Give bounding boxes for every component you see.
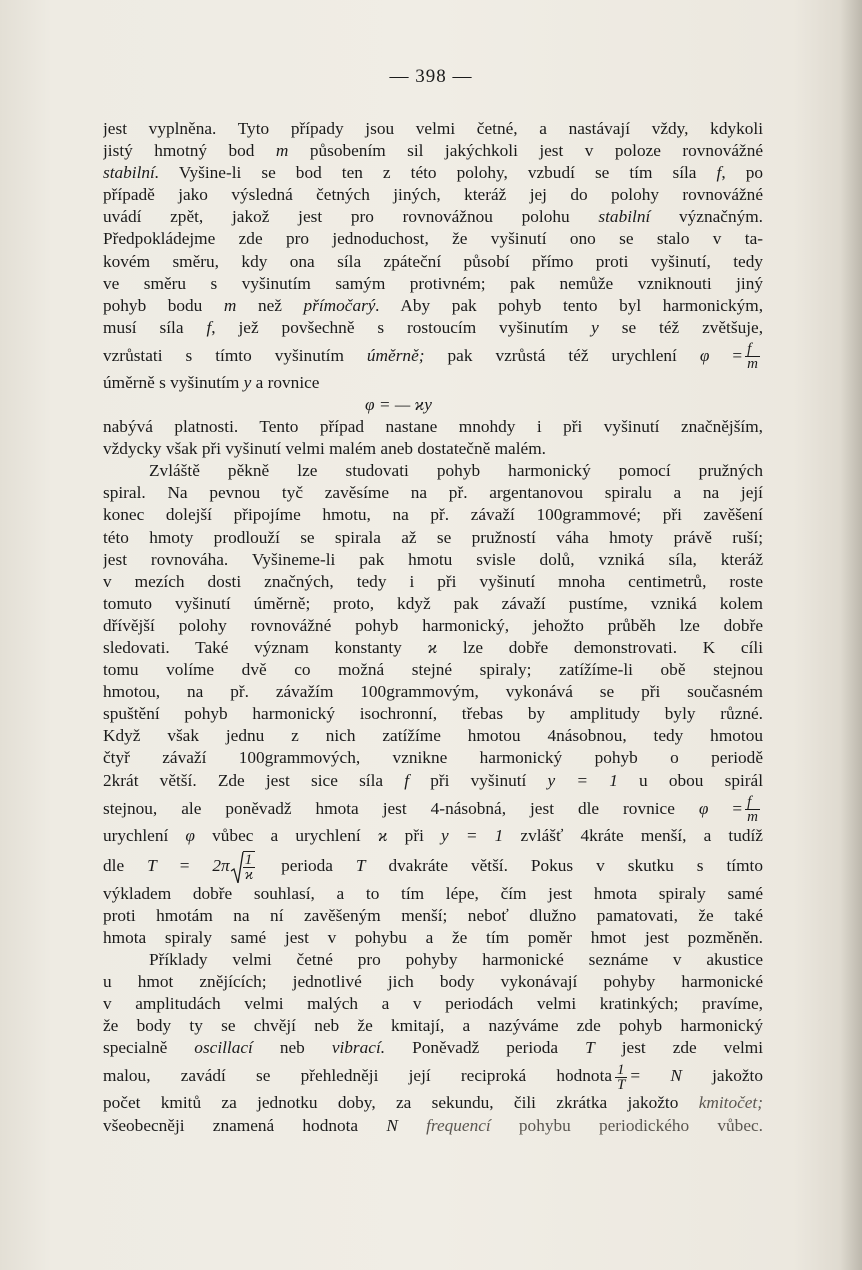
formula-phi-kappa-y: φ = — ϰy — [365, 395, 432, 415]
text-line: tomuto vyšinutí úměrně; proto, když pak závaží pustíme, vzniká kolem — [103, 593, 763, 613]
text-line: u hmot znějících; jednotlivé jich body vykonávají pohyby harmonické — [103, 972, 763, 992]
square-root-sign — [230, 848, 244, 883]
text-line: proti hmotám na ní zavěšeným menší; neboť dlužno pamatovati, že také — [103, 905, 763, 925]
text-line: nabývá platnosti. Tento případ nastane mnohdy i při vyšinutí značnějším, — [103, 417, 763, 437]
text-line: kovém směru, kdy ona síla zpáteční působí přímo proti vyšinutí, tedy — [103, 251, 763, 271]
text-line: všeobecněji znamená hodnota N frequencí pohybu periodického vůbec. — [103, 1115, 763, 1135]
text-line: musí síla f, jež povšechně s rostoucím vyšinutím y se též zvětšuje, — [103, 317, 763, 337]
text-line: uvádí zpět, jakož jest pro rovnovážnou polohu stabilní význačným. — [103, 207, 763, 227]
text-line: stabilní. Vyšine-li se bod ten z této polohy, vzbudí se tím síla f, po — [103, 163, 763, 183]
text-line: počet kmitů za jednotku doby, za sekundu, čili zkrátka jakožto kmitočet; — [103, 1093, 763, 1113]
text-line: úměrně s vyšinutím y a rovnice — [103, 372, 320, 392]
text-line: Předpokládejme zde pro jednoduchost, že vyšinutí ono se stalo v ta- — [103, 229, 763, 249]
text-line: sledovati. Také význam konstanty ϰ lze dobře demonstrovati. K cíli — [103, 637, 763, 657]
body-text — [103, 118, 763, 1137]
text-line: stejnou, ale poněvadž hmota jest 4-násobná, jest dle rovnice φ = $\frac{f}{m}$ — [103, 794, 758, 825]
text-line: jest vyplněna. Tyto případy jsou velmi četné, a nastávají vždy, kdykoli — [103, 119, 763, 138]
text-line: Když však jednu z nich zatížíme hmotou 4násobnou, tedy hmotou — [103, 726, 763, 746]
text-line: dle T = 2π $\frac{1}{ϰ}$ perioda T dvakráte větší. Pokus v skutku s tímto — [103, 847, 763, 883]
text-line: spuštění pohyb harmonický isochronní, třebas by amplitudy byly různé. — [103, 704, 763, 724]
text-line: 2krát větší. Zde jest sice síla f při vyšinutí y = 1 u obou spirál — [103, 770, 763, 790]
text-line: že body ty se chvějí neb že kmitají, a nazýváme zde pohyb harmonický — [103, 1016, 763, 1036]
text-line: hmotou, na př. závažím 100grammovým, vykonává se při současném — [103, 682, 763, 702]
text-line: této hmoty prodlouží se spirala až se pružností váha hmoty právě ruší; — [103, 527, 763, 547]
text-line: spiral. Na pevnou tyč zavěsíme na př. argentanovou spiralu a na její — [103, 483, 763, 503]
text-line: konec dolejší připojíme hmotu, na př. závaží 100grammové; při zavěšení — [103, 505, 763, 525]
text-line: hmota spiraly samé jest v pohybu a že tím poměr hmot jest pozměněn. — [103, 927, 763, 947]
text-line: Příklady velmi četné pro pohyby harmonické seznáme v akustice — [149, 950, 763, 969]
fraction-1-over-T: $\frac{1}{T}$ — [617, 1062, 626, 1093]
text-line: vždycky však při vyšinutí velmi malém aneb dostatečně malém. — [103, 439, 546, 459]
text-line: pohyb bodu m než přímočarý. Aby pak pohyb tento byl harmonickým, — [103, 295, 763, 315]
text-line: jest rovnováha. Vyšineme-li pak hmotu svisle dolů, vzniká síla, kteráž — [103, 549, 763, 569]
page-edge-shadow — [840, 0, 862, 1270]
text-line: výkladem dobře souhlasí, a to tím lépe, čím jest hmota spiraly samé — [103, 883, 763, 903]
fraction-1-over-kappa: $\frac{1}{ϰ}$ — [244, 852, 254, 883]
fraction-f-over-m: $\frac{f}{m}$ — [747, 341, 758, 372]
text-line: případě jako výsledná četných jiných, kteráž jej do polohy rovnovážné — [103, 185, 763, 205]
fraction-f-over-m-2: $\frac{f}{m}$ — [747, 794, 758, 825]
text-line: ve směru s vyšinutím samým protivném; pak nemůže vzniknouti jiný — [103, 273, 763, 293]
text-line: tomu volíme dvě co možná stejné spiraly; zatížíme-li obě stejnou — [103, 660, 763, 680]
text-line: dřívější polohy rovnovážné pohyb harmonický, jehožto průběh lze dobře — [103, 615, 763, 635]
text-line: čtyř závaží 100grammových, vznikne harmonický pohyb o periodě — [103, 748, 763, 768]
text-line: specialně oscillací neb vibrací. Poněvadž perioda T jest zde velmi — [103, 1038, 763, 1058]
text-line: v mezích dosti značných, tedy i při vyšinutí mnoha centimetrů, roste — [103, 571, 763, 591]
text-line: jistý hmotný bod m působením sil jakýchkoli jest v poloze rovnovážné — [103, 141, 763, 161]
text-line: malou, zavádí se přehledněji její reciproká hodnota $\frac{1}{T}$ = N jakožto — [103, 1062, 763, 1093]
text-line: Zvláště pěkně lze studovati pohyb harmonický pomocí pružných — [149, 461, 763, 481]
text-line: urychlení φ vůbec a urychlení ϰ při y = 1 zvlášť 4kráte menší, a tudíž — [103, 825, 763, 845]
text-line: v amplitudách velmi malých a v periodách velmi kratinkých; pravíme, — [103, 994, 763, 1014]
page-number: — 398 — — [389, 66, 473, 87]
text-line: vzrůstati s tímto vyšinutím úměrně; pak vzrůstá též urychlení φ = $\frac{f}{m}$ — [103, 341, 758, 372]
